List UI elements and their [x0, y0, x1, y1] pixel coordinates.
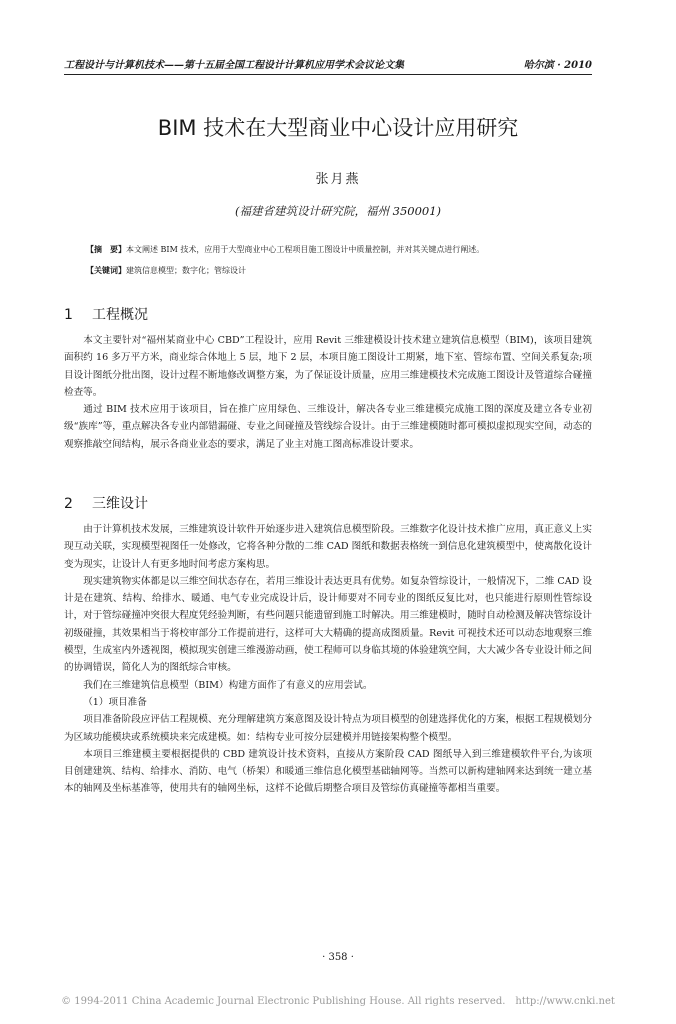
paragraph: 本项目三维建模主要根据提供的 CBD 建筑设计技术资料，直接从方案阶段 CAD 图纸导入到三维建模软件平台,为该项目创建建筑、结构、给排水、消防、电气（桥架）和暖通三维信息化模型基础轴网等。当然可以新构建轴网来达到统一建立基本的轴网及坐标基准等，使用共有的轴网坐标，这样不论做后期整合项目及管综仿真碰撞等都相当重要。: [64, 748, 592, 795]
section-number: 2: [64, 496, 73, 512]
section-number: 1: [64, 307, 73, 323]
paragraph: 通过 BIM 技术应用于该项目，旨在推广应用绿色、三维设计，解决各专业三维建模完成施工图的深度及建立各专业初级“族库”等，重点解决各专业内部错漏碰、专业之间碰撞及管线综合设计。由于三维建模随时都可模拟虚拟现实空间，动态的观察推敲空间结构，展示各商业业态的要求，满足了业主对施工图高标准设计要求。: [64, 404, 592, 450]
paragraph: 项目准备阶段应评估工程规模、充分理解建筑方案意图及设计特点为项目模型的创建选择优化的方案，根据工程规模划分为区域功能模块或系统模块来完成建模。如：结构专业可按分层建模并用链接架构整个模型。: [64, 714, 592, 743]
abstract-text: 本文阐述 BIM 技术，应用于大型商业中心工程项目施工图设计中质量控制，并对其关键点进行阐述。: [126, 245, 485, 254]
paragraph: 现实建筑物实体都是以三维空间状态存在，若用三维设计表达更具有优势。如复杂管综设计，一般情况下，二维 CAD 设计是在建筑、结构、给排水、暖通、电气专业完成设计后，设计师要对不同专业的图纸反复比对，也只能进行原则性管综设计，对于管综碰撞冲突很大程度凭经验判断，有些问题只能遗留到施工时解决。用三维建模时，随时自动检测及解决管综设计初级碰撞，其效果相当于将校审部分工作提前进行，这样可大大精确的提高成图质量。Revit 可视技术还可以动态地观察三维模型，生成室内外透视图，模拟现实创建三维漫游动画，使工程师可以身临其境的体验建筑空间，大大减少各专业设计师之间的协调错误，简化人为的图纸综合审核。: [64, 575, 592, 674]
section-heading-1: [64, 304, 148, 324]
section-heading-2: [64, 493, 148, 513]
paragraph: 我们在三维建筑信息模型（BIM）构建方面作了有意义的应用尝试。: [83, 679, 373, 691]
running-header: [64, 56, 592, 71]
section-body-1: [64, 332, 592, 453]
page-number: · 358 ·: [322, 952, 354, 963]
copyright-notice: © 1994-2011 China Academic Journal Electronic Publishing House. All rights reserved. http://www.cnki.net: [61, 996, 615, 1007]
abstract-block: [86, 239, 590, 281]
header-rule: [64, 74, 592, 75]
header-journal-title: 工程设计与计算机技术——第十五届全国工程设计计算机应用学术会议论文集: [64, 60, 404, 71]
paper-title: BIM 技术在大型商业中心设计应用研究: [157, 116, 519, 140]
keywords-label: 【关键词】: [86, 265, 126, 275]
section-title: 三维设计: [92, 496, 148, 512]
abstract-label: 【摘 要】: [86, 244, 126, 254]
author-affiliation: (福建省建筑设计研究院，福州 350001): [234, 204, 442, 218]
keywords-line: [86, 260, 590, 281]
keywords-text: 建筑信息模型；数字化；管综设计: [126, 266, 246, 275]
abstract-line: [86, 239, 590, 260]
section-title: 工程概况: [92, 307, 148, 323]
paragraph: 由于计算机技术发展，三维建筑设计软件开始逐步进入建筑信息模型阶段。三维数字化设计技术推广应用，真正意义上实现互动关联，实现模型视图任一处修改，它将各种分散的二维 CAD 图纸和数据表格统一到信息化建筑模型中，使离散化设计变为现实，让设计人有更多地时间考虑方案构思。: [64, 524, 592, 570]
paragraph: 本文主要针对“福州某商业中心 CBD”工程设计，应用 Revit 三维建模设计技术建立建筑信息模型（BIM)，该项目建筑面积约 16 多万平方米，商业综合体地上 5 层，地下 2 层，本项目施工图设计工期紧，地下室、管综布置、空间关系复杂;项目设计图纸分批出图，设计过程不断地修改调整方案，为了保证设计质量，应用三维建模技术完成施工图设计及管道综合碰撞检查等。: [64, 335, 592, 398]
header-location-year: 哈尔滨 · 2010: [523, 60, 592, 71]
section-body-2: [64, 521, 592, 798]
author-name: 张月燕: [315, 172, 361, 187]
subsection-heading: （1）项目准备: [83, 696, 147, 708]
